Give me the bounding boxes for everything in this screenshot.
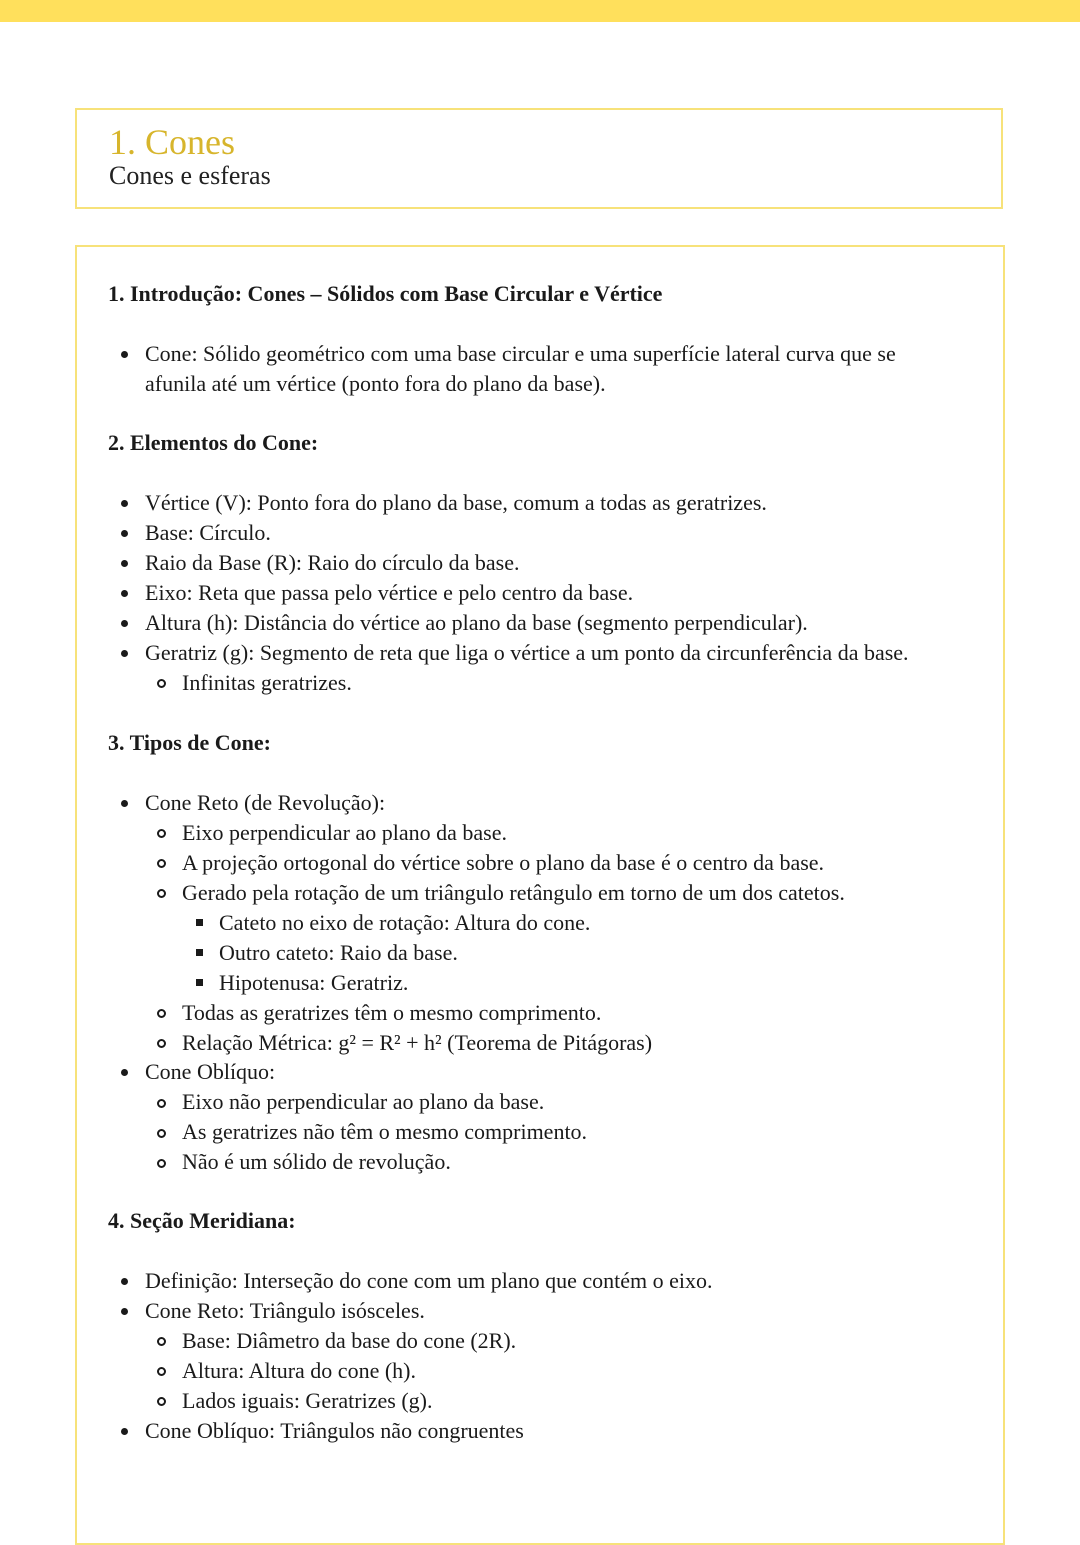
- bullet-square: [196, 919, 203, 926]
- bullet-circle: [157, 829, 166, 838]
- bullet-disc: [121, 530, 128, 537]
- bullet-disc: [121, 560, 128, 567]
- sub-list-item: Todas as geratrizes têm o mesmo comprimento.: [182, 1000, 602, 1025]
- list-item: Cone Reto (de Revolução):: [145, 790, 386, 815]
- sub-list-item: A projeção ortogonal do vértice sobre o plano da base é o centro da base.: [182, 850, 825, 875]
- bullet-disc: [121, 1308, 128, 1315]
- list-item: Eixo: Reta que passa pelo vértice e pelo centro da base.: [145, 580, 634, 605]
- bullet-circle: [157, 1367, 166, 1376]
- bullet-circle: [157, 1009, 166, 1018]
- bullet-disc: [121, 800, 128, 807]
- bullet-disc: [121, 1428, 128, 1435]
- list-item: Cone Reto: Triângulo isósceles.: [145, 1298, 425, 1323]
- bullet-disc: [121, 1069, 128, 1076]
- bullet-square: [196, 979, 203, 986]
- list-item: Altura (h): Distância do vértice ao plano da base (segmento perpendicular).: [145, 610, 808, 635]
- bullet-disc: [121, 590, 128, 597]
- top-accent-bar: [0, 0, 1080, 22]
- list-item: Definição: Interseção do cone com um plano que contém o eixo.: [145, 1268, 713, 1293]
- sub-list-item: As geratrizes não têm o mesmo comprimento.: [182, 1119, 588, 1144]
- list-item: Vértice (V): Ponto fora do plano da base, comum a todas as geratrizes.: [145, 490, 767, 515]
- bullet-disc: [121, 351, 128, 358]
- bullet-disc: [121, 620, 128, 627]
- bullet-square: [196, 949, 203, 956]
- page-title: 1. Cones: [109, 122, 235, 162]
- sub-list-item: Eixo perpendicular ao plano da base.: [182, 820, 507, 845]
- sub-list-item: Relação Métrica: g² = R² + h² (Teorema de Pitágoras): [182, 1030, 653, 1055]
- bullet-disc: [121, 500, 128, 507]
- bullet-circle: [157, 1337, 166, 1346]
- section-heading-tipos: 3. Tipos de Cone:: [108, 730, 272, 755]
- sub-list-item: Altura: Altura do cone (h).: [182, 1358, 416, 1383]
- sub-list-item: Base: Diâmetro da base do cone (2R).: [182, 1328, 517, 1353]
- title-card: [75, 108, 1003, 209]
- sub-list-item: Eixo não perpendicular ao plano da base.: [182, 1089, 545, 1114]
- section-heading-elementos: 2. Elementos do Cone:: [108, 430, 319, 455]
- list-item: Cone Oblíquo: Triângulos não congruentes: [145, 1418, 524, 1443]
- sub-sub-list-item: Cateto no eixo de rotação: Altura do cone.: [219, 910, 591, 935]
- sub-list-item: Não é um sólido de revolução.: [182, 1149, 451, 1174]
- sub-sub-list-item: Hipotenusa: Geratriz.: [219, 970, 409, 995]
- bullet-circle: [157, 1397, 166, 1406]
- bullet-disc: [121, 1278, 128, 1285]
- section-heading-secao-meridiana: 4. Seção Meridiana:: [108, 1208, 296, 1233]
- list-item: Cone: Sólido geométrico com uma base circular e uma superfície lateral curva que se: [145, 341, 896, 366]
- list-item: Geratriz (g): Segmento de reta que liga o vértice a um ponto da circunferência da base.: [145, 640, 909, 665]
- bullet-circle: [157, 859, 166, 868]
- bullet-circle: [157, 1129, 166, 1138]
- bullet-circle: [157, 679, 166, 688]
- list-item: Base: Círculo.: [145, 520, 271, 545]
- sub-list-item: Lados iguais: Geratrizes (g).: [182, 1388, 433, 1413]
- bullet-circle: [157, 889, 166, 898]
- bullet-disc: [121, 650, 128, 657]
- list-item-continuation: afunila até um vértice (ponto fora do plano da base).: [145, 371, 606, 396]
- list-item: Raio da Base (R): Raio do círculo da base.: [145, 550, 520, 575]
- sub-list-item: Infinitas geratrizes.: [182, 670, 352, 695]
- sub-sub-list-item: Outro cateto: Raio da base.: [219, 940, 458, 965]
- bullet-circle: [157, 1039, 166, 1048]
- bullet-circle: [157, 1159, 166, 1168]
- section-heading-intro: 1. Introdução: Cones – Sólidos com Base Circular e Vértice: [108, 281, 663, 306]
- page-subtitle: Cones e esferas: [109, 161, 271, 190]
- list-item: Cone Oblíquo:: [145, 1059, 276, 1084]
- sub-list-item: Gerado pela rotação de um triângulo retângulo em torno de um dos catetos.: [182, 880, 845, 905]
- bullet-circle: [157, 1099, 166, 1108]
